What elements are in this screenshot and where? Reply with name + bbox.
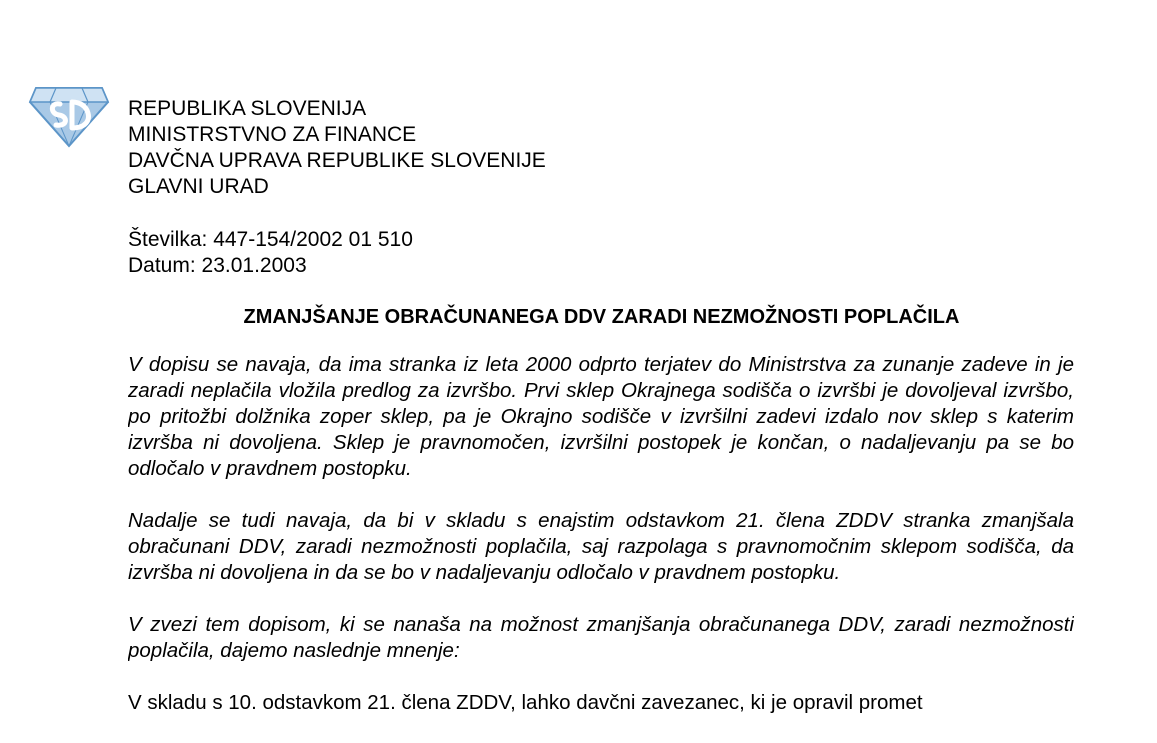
document-number: Številka: 447-154/2002 01 510 <box>128 228 413 251</box>
tax-administration-logo <box>28 80 110 148</box>
letterhead-line: REPUBLIKA SLOVENIJA <box>128 97 367 120</box>
letterhead-line: DAVČNA UPRAVA REPUBLIKE SLOVENIJE <box>128 149 546 172</box>
document-body <box>128 352 1074 743</box>
letterhead <box>128 96 546 200</box>
body-paragraph: Nadalje se tudi navaja, da bi v skladu s enajstim odstavkom 21. člena ZDDV stranka zmanjšala obračunani DDV, zaradi nezmožnosti poplačila, saj razpolaga s pravnomočnim sklepom sodišča, da izvršba ni dovoljena in da se bo v nadaljevanju odločalo v pravdnem postopku. <box>128 509 1074 584</box>
body-paragraph: V skladu s 10. odstavkom 21. člena ZDDV, lahko davčni zavezanec, ki je opravil promet <box>128 691 923 714</box>
letterhead-line: MINISTRSTVNO ZA FINANCE <box>128 123 417 146</box>
document-title: ZMANJŠANJE OBRAČUNANEGA DDV ZARADI NEZMOŽNOSTI POPLAČILA <box>243 306 960 328</box>
body-paragraph: V dopisu se navaja, da ima stranka iz leta 2000 odprto terjatev do Ministrstva za zunanje zadeve in je zaradi neplačila vložila predlog za izvršbo. Prvi sklep Okrajnega sodišča o izvršbi je dovoljeval izvršbo, po pritožbi dolžnika zoper sklep, pa je Okrajno sodišče v izvršilni zadevi izdalo nov sklep s katerim izvršba ni dovoljena. Sklep je pravnomočen, izvršilni postopek je končan, o nadaljevanju pa se bo odločalo v pravdnem postopku. <box>128 353 1074 480</box>
body-paragraph: V zvezi tem dopisom, ki se nanaša na možnost zmanjšanja obračunanega DDV, zaradi nezmožnosti poplačila, dajemo naslednje mnenje: <box>128 613 1074 662</box>
document-meta <box>128 227 413 279</box>
letterhead-line: GLAVNI URAD <box>128 175 269 198</box>
document-date: Datum: 23.01.2003 <box>128 254 307 277</box>
